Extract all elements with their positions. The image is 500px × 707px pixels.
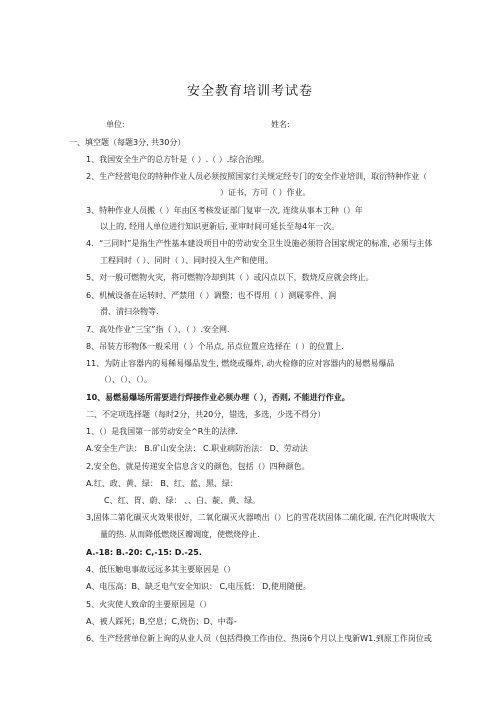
section2-heading: 二、不定项选择题（每时2分，共20分，错选，多选，少选不得分） [86, 410, 326, 419]
question-line: 1、（）是我国第一部劳动安全^R生的法律. [86, 427, 238, 436]
question-line: 以上的, 经用人单位进行知识更新后, 亚审时间可延长至每4年一次。 [100, 222, 340, 231]
option-line: A、电压高：B、缺乏电气安全知识： C,电压低： D,使用随便。 [86, 582, 311, 591]
question-line: 5、火灾使人致命的主要原因是（） [86, 600, 212, 609]
option-line: A.安全生产法： B.矿山安全法： C.职业病防治法： D、劳动法 [86, 444, 308, 453]
unit-label: 单位: [106, 120, 125, 129]
option-line: A、被人踩死；B,空息；C,烧伤；D、中毒- [86, 617, 237, 626]
option-line: C、红、胃、蔚、绿： 、、白、靛、黄、绿。 [104, 496, 261, 505]
question-line: 6、机械设备在运转时、严禁用（ ）调整；也不得用（ ）测屣零件、润 [86, 291, 337, 300]
section1-heading: 一、填空题（每题3分, 共30分） [69, 138, 186, 147]
question-line: 工程同时（ ）、同时（ ）、同时投入生产和使用。 [100, 256, 274, 265]
question-line: 11、为防止容器内的易稀易爆品发生, 燃烧或爆炸, 动火检修的应对容器内的易燃易爆品 [86, 359, 395, 368]
question-line: 5、对一般可燃物火灾，将可燃物冷却到其（ ）或闪点以下，数烧反应就会终止。 [86, 273, 374, 282]
question-line: 3,固体二第化碳灭火效果很好，二氧化碳灭火器喷出（）匕的雪花状固体二硫化碳, 在汽化时吸收大 [86, 513, 435, 522]
question-line: 滑、清扫杂物等. [100, 307, 159, 316]
question-line: （）、（）、（）。 [100, 375, 152, 384]
question-line: 6、生产经营单位新上询的从业人员（包括得换工作由位、热岗6个月以上曳新W1.到原工作岗位或 [86, 634, 432, 643]
question-line: 4、低压触电事故远远多其主要原因是（） [86, 565, 236, 574]
question-line: ）证书，方可（ ）作业。 [220, 188, 311, 197]
question-line: 2、生产经营电位的特种作业人员必须按照国家行关规定经专门的安全作业培训，取衍特种作业（ [86, 172, 428, 181]
question-line: 8、吊装方形物体一般采用（ ）个吊点, 吊点位置应选择在（ ）的位置上. [86, 342, 344, 351]
question-line: 4．“三同时”是指生产性基本建设项目中的劳动安全卫生设施必须符合国家规定的标准, 必须与主体 [86, 239, 433, 248]
question-line: 2,安全色，就是传递安全信息含义的颜色，包括（）四种颜色。 [86, 462, 310, 471]
question-line: 3、特种作业人员搬（ ）年由区考核发证部门复审一次, 连续从事本工种（）年 [86, 206, 363, 215]
question-line: 7、高处作业“三宝”指（ ）、（ ）.安全网. [86, 325, 230, 334]
option-line: A.-18: B.-20: C,-15: D.-25. [86, 548, 202, 557]
option-line: A.红、政、黄、绿： B、红、蓝、黑、绿： [86, 479, 238, 488]
question-line: 量的热. 从而降低燃烧区瓣凋度，使燃烧停止. [100, 530, 260, 539]
name-label: 姓名: [271, 120, 290, 129]
question-line: 10、易燃易爆场所需要进行焊接作业必须办理（ ），否则, 不能进行作业。 [86, 393, 350, 402]
question-line: 1、我国安全生产的总方针是（ ）.（ ）.综合治理。 [86, 155, 270, 164]
page-title: 安全教育培训考试卷 [186, 84, 313, 99]
